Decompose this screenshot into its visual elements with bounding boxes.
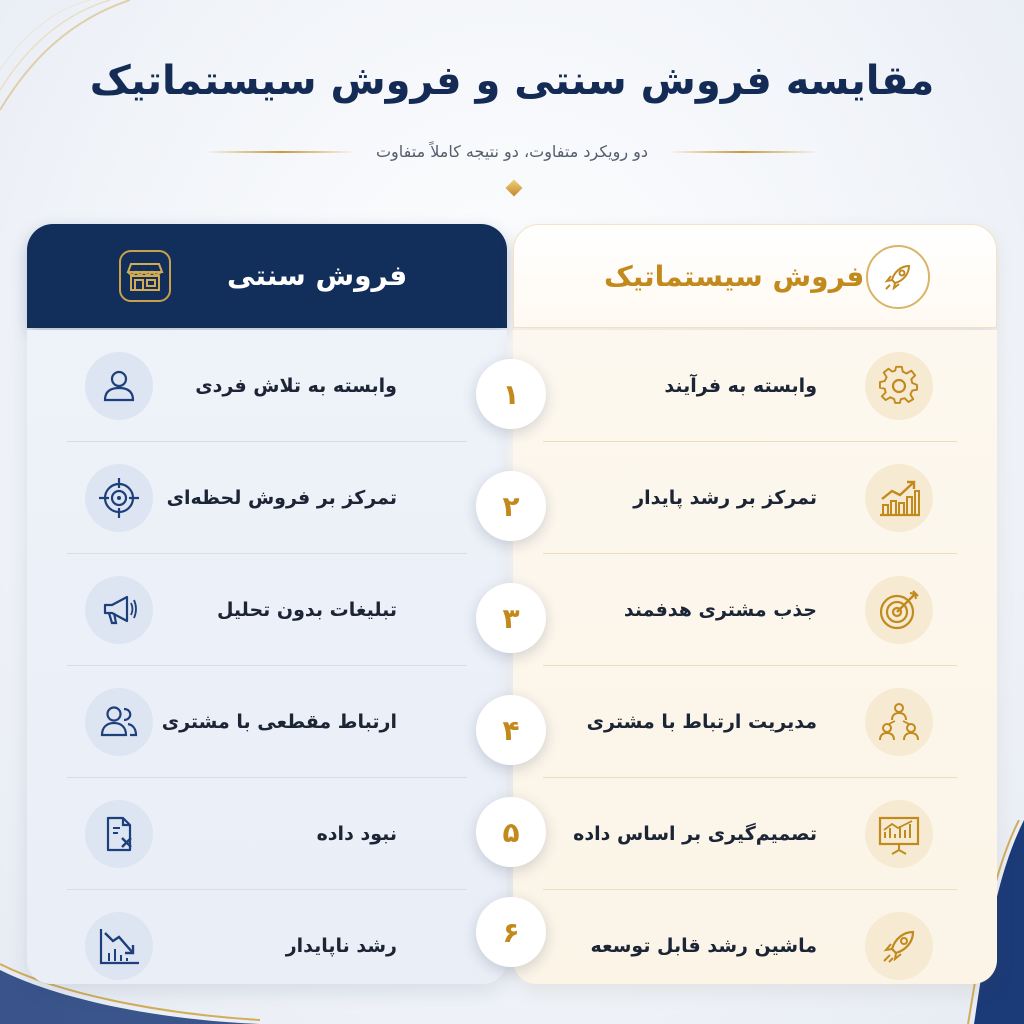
list-item xyxy=(27,778,507,890)
gear-icon xyxy=(865,352,933,420)
page-title: مقایسه فروش سنتی و فروش سیستماتیک xyxy=(89,58,935,104)
item-text: تمرکز بر فروش لحظه‌ای xyxy=(166,487,397,509)
subtitle-divider-right xyxy=(668,151,818,153)
diamond-ornament xyxy=(506,180,523,197)
subtitle-row xyxy=(0,142,1024,161)
traditional-sales-header xyxy=(27,224,507,328)
list-item xyxy=(27,890,507,1002)
megaphone-icon xyxy=(85,576,153,644)
list-item xyxy=(27,554,507,666)
item-text: تصمیم‌گیری بر اساس داده xyxy=(573,823,817,845)
list-item xyxy=(513,890,997,1002)
item-text: تبلیغات بدون تحلیل xyxy=(216,599,397,621)
chart-up-icon xyxy=(865,464,933,532)
item-text: ارتباط مقطعی با مشتری xyxy=(161,711,397,733)
list-item xyxy=(513,442,997,554)
rocket-icon xyxy=(866,245,930,309)
person-icon xyxy=(85,352,153,420)
item-text: وابسته به تلاش فردی xyxy=(195,375,397,397)
presentation-chart-icon xyxy=(865,800,933,868)
number-badge: ۵ xyxy=(476,797,546,867)
number-badge: ۲ xyxy=(476,471,546,541)
item-text: رشد ناپایدار xyxy=(285,935,397,957)
traditional-sales-panel xyxy=(27,330,507,984)
item-text: وابسته به فرآیند xyxy=(664,375,817,397)
list-item xyxy=(513,778,997,890)
item-text: نبود داده xyxy=(316,823,397,845)
systematic-sales-title: فروش سیستماتیک xyxy=(604,260,865,293)
item-text: ماشین رشد قابل توسعه xyxy=(590,935,817,957)
list-item xyxy=(27,330,507,442)
page-subtitle: دو رویکرد متفاوت، دو نتیجه کاملاً متفاوت xyxy=(375,142,648,161)
list-item xyxy=(27,442,507,554)
item-text: تمرکز بر رشد پایدار xyxy=(633,487,817,509)
chart-down-icon xyxy=(85,912,153,980)
crosshair-icon xyxy=(85,464,153,532)
subtitle-divider-left xyxy=(206,151,356,153)
list-item xyxy=(513,554,997,666)
item-text: جذب مشتری هدفمند xyxy=(623,599,817,621)
list-item xyxy=(27,666,507,778)
network-icon xyxy=(865,688,933,756)
list-item xyxy=(513,330,997,442)
item-text: مدیریت ارتباط با مشتری xyxy=(586,711,817,733)
rocket-icon xyxy=(865,912,933,980)
list-item xyxy=(513,666,997,778)
number-badge: ۳ xyxy=(476,583,546,653)
target-icon xyxy=(865,576,933,644)
store-icon xyxy=(119,250,171,302)
number-badge: ۶ xyxy=(476,897,546,967)
number-badge: ۴ xyxy=(476,695,546,765)
traditional-sales-title: فروش سنتی xyxy=(227,259,408,292)
systematic-sales-header xyxy=(513,224,997,328)
systematic-sales-panel xyxy=(513,330,997,984)
file-x-icon xyxy=(85,800,153,868)
number-badge: ۱ xyxy=(476,359,546,429)
users-icon xyxy=(85,688,153,756)
